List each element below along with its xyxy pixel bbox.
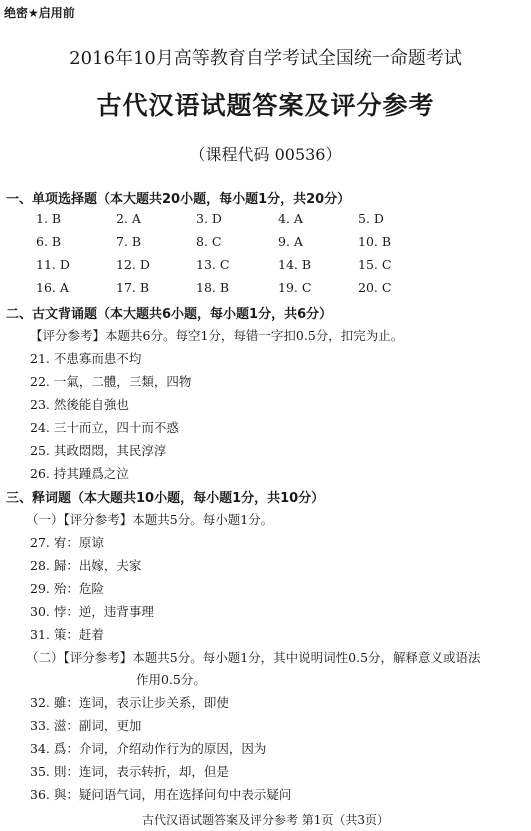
answer-cell: 2. A: [116, 211, 141, 226]
answer-cell: 15. C: [358, 257, 392, 272]
answer-cell: 8. C: [196, 234, 222, 249]
list-item: 26. 持其踵爲之泣: [30, 466, 129, 481]
answer-cell: 6. B: [36, 234, 62, 249]
course-code: （课程代码 00536）: [189, 145, 342, 164]
list-item: 31. 策：赶着: [30, 627, 104, 642]
answer-cell: 10. B: [358, 234, 392, 249]
section2-heading: 二、古文背诵题（本大题共6小题，每小题1分，共6分）: [6, 307, 333, 322]
answer-cell: 14. B: [278, 257, 312, 272]
page-title: 古代汉语试题答案及评分参考: [96, 91, 435, 120]
list-item: 22. 一氣，二體，三類，四物: [30, 374, 192, 389]
answer-cell: 11. D: [36, 257, 70, 272]
secret-mark: 绝密★启用前: [4, 6, 75, 20]
answer-cell: 3. D: [196, 211, 222, 226]
answer-cell: 1. B: [36, 211, 62, 226]
page-footer: 古代汉语试题答案及评分参考 第1页（共3页）: [141, 813, 390, 827]
list-item: 35. 則：连词，表示转折，却，但是: [30, 764, 229, 779]
list-item: 34. 爲：介词，介绍动作行为的原因，因为: [30, 741, 267, 756]
list-item: 28. 歸：出嫁，夫家: [30, 558, 142, 573]
list-item: 36. 與：疑问语气词，用在选择问句中表示疑问: [30, 787, 292, 802]
list-item: 32. 雖：连词，表示让步关系，即使: [30, 695, 229, 710]
section3-heading: 三、释词题（本大题共10小题，每小题1分，共10分）: [6, 491, 325, 506]
section3-part1-rubric: （一）【评分参考】本题共5分。每小题1分。: [26, 512, 274, 527]
answer-cell: 5. D: [358, 211, 384, 226]
list-item: 21. 不患寡而患不均: [30, 351, 142, 366]
answer-cell: 17. B: [116, 280, 150, 295]
answer-cell: 9. A: [278, 234, 303, 249]
answer-cell: 19. C: [278, 280, 312, 295]
answer-cell: 7. B: [116, 234, 142, 249]
answer-cell: 18. B: [196, 280, 230, 295]
list-item: 30. 悖：逆，违背事理: [30, 604, 154, 619]
list-item: 33. 滋：副词，更加: [30, 718, 142, 733]
list-item: 24. 三十而立，四十而不惑: [30, 420, 179, 435]
list-item: 29. 殆：危险: [30, 581, 104, 596]
exam-name: 2016年10月高等教育自学考试全国统一命题考试: [69, 48, 462, 69]
answer-cell: 16. A: [36, 280, 69, 295]
list-item: 25. 其政悶悶，其民淳淳: [30, 443, 167, 458]
section3-part2-rubric-cont: 作用0.5分。: [136, 672, 206, 687]
section1-heading: 一、单项选择题（本大题共20小题，每小题1分，共20分）: [6, 192, 351, 207]
list-item: 27. 宥：原谅: [30, 535, 104, 550]
answer-cell: 4. A: [278, 211, 303, 226]
answer-cell: 12. D: [116, 257, 150, 272]
list-item: 23. 然後能自強也: [30, 397, 129, 412]
section2-rubric: 【评分参考】本题共6分。每空1分，每错一字扣0.5分，扣完为止。: [30, 328, 404, 343]
answer-cell: 20. C: [358, 280, 392, 295]
answer-cell: 13. C: [196, 257, 230, 272]
section3-part2-rubric: （二）【评分参考】本题共5分。每小题1分，其中说明词性0.5分，解释意义或语法: [26, 650, 481, 665]
